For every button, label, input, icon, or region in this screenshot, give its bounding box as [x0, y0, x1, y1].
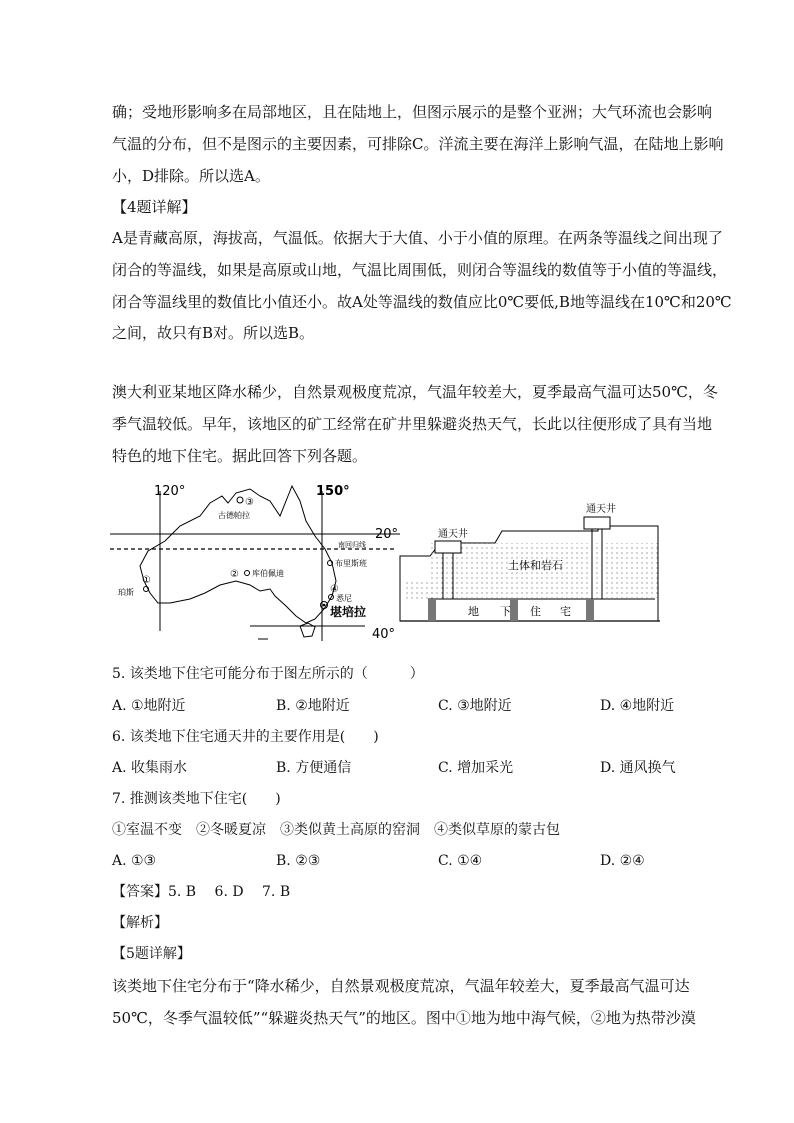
option-d[interactable]: D. 通风换气	[600, 760, 676, 776]
option-a[interactable]: A. ①地附近	[112, 698, 186, 714]
lat-20-label: 20°	[375, 527, 399, 542]
lat-40-label: 40°	[372, 627, 396, 642]
section-heading: 【5题详解】	[112, 946, 191, 962]
paragraph-line: 小，D排除。所以选A。	[112, 167, 270, 185]
paragraph-line: 确；受地形影响多在局部地区，且在陆地上，但图示展示的是整个亚洲；大气环流也会影响	[112, 103, 713, 121]
question-stem: 6. 该类地下住宅通天井的主要作用是( )	[112, 729, 379, 745]
marker-1: ①	[142, 575, 151, 586]
place-label: 布里斯班	[335, 559, 367, 568]
answer-line: 【答案】5. B 6. D 7. B	[112, 884, 291, 900]
paragraph-line: 气温的分布，但不是图示的主要因素，可排除C。洋流主要在海洋上影响气温，在陆地上影响	[112, 135, 724, 153]
ventilation-shaft-cap	[435, 541, 461, 553]
pillar	[510, 599, 518, 621]
house-label: 地	[468, 605, 479, 618]
paragraph-line: A是青藏高原，海拔高，气温低。依据大于大值、小于小值的原理。在两条等温线之间出现了	[112, 229, 723, 247]
ventilation-shaft-cap	[584, 517, 610, 529]
figure	[110, 481, 690, 646]
intro-line: 季气温较低。早年，该地区的矿工经常在矿井里躲避炎热天气，长此以往便形成了具有当地	[112, 415, 713, 433]
paragraph-line: 闭合的等温线，如果是高原或山地，气温比周围低，则闭合等温线的数值等于小值的等温线，	[112, 261, 728, 279]
pillar	[428, 599, 436, 621]
option-d[interactable]: D. ④地附近	[600, 698, 675, 714]
option-c[interactable]: C. 增加采光	[438, 760, 514, 776]
house-label: 住	[530, 605, 541, 618]
option-b[interactable]: B. 方便通信	[276, 760, 352, 776]
analysis-heading: 【解析】	[112, 915, 168, 931]
option-c[interactable]: C. ③地附近	[438, 698, 512, 714]
question-items: ①室温不变 ②冬暖夏凉 ③类似黄土高原的窑洞 ④类似草原的蒙古包	[112, 822, 560, 838]
tasmania-outline	[300, 623, 315, 637]
capital-marker-dot	[323, 604, 326, 607]
place-label: 库伯佩迪	[252, 569, 284, 578]
australia-outline	[140, 486, 336, 623]
soil-rock-area	[405, 581, 433, 599]
intro-line: 特色的地下住宅。据此回答下列各题。	[112, 447, 368, 465]
option-d[interactable]: D. ②④	[600, 853, 645, 869]
marker-3: ③	[245, 497, 254, 508]
tropic-label: 南回归线	[338, 541, 366, 549]
australia-map-and-house-diagram	[110, 481, 690, 646]
section-heading: 【4题详解】	[112, 198, 197, 216]
lon-120-label: 120°	[154, 484, 186, 499]
paragraph-line: 闭合等温线里的数值比小值还小。故A处等温线的数值应比0℃要低,B地等温线在10℃和20℃	[112, 293, 732, 311]
paragraph-line: 50℃，冬季气温较低”“躲避炎热天气”的地区。图中①地为地中海气候，②地为热带沙漠	[112, 1009, 696, 1027]
house-label: 下	[500, 605, 511, 618]
option-a[interactable]: A. 收集雨水	[112, 760, 188, 776]
place-label: 悉尼	[336, 594, 352, 603]
shaft-label: 通天井	[438, 529, 468, 540]
house-label: 宅	[560, 605, 571, 618]
option-c[interactable]: C. ①④	[438, 853, 483, 869]
option-b[interactable]: B. ②地附近	[276, 698, 350, 714]
lon-150-label: 150°	[316, 484, 350, 499]
shaft-label: 通天井	[586, 504, 616, 515]
site-marker	[245, 571, 250, 576]
intro-line: 澳大利亚某地区降水稀少，自然景观极度荒凉，气温年较差大，夏季最高气温可达50℃，冬	[112, 383, 718, 401]
place-label: 古德帕拉	[218, 511, 250, 520]
question-stem: 7. 推测该类地下住宅( )	[112, 791, 281, 807]
question-stem: 5. 该类地下住宅可能分布于图左所示的（ ）	[112, 666, 424, 682]
option-b[interactable]: B. ②③	[276, 853, 321, 869]
rock-label: 土体和岩石	[508, 559, 563, 572]
marker-4: ④	[330, 584, 339, 595]
site-marker	[237, 497, 243, 503]
capital-label: 堪培拉	[330, 605, 367, 619]
marker-2: ②	[230, 569, 239, 580]
paragraph-line: 之间，故只有B对。所以选B。	[112, 324, 315, 342]
option-a[interactable]: A. ①③	[112, 853, 157, 869]
paragraph-line: 该类地下住宅分布于“降水稀少，自然景观极度荒凉，气温年较差大，夏季最高气温可达	[112, 977, 690, 995]
place-label: 珀斯	[118, 588, 134, 597]
pillar	[586, 599, 594, 621]
